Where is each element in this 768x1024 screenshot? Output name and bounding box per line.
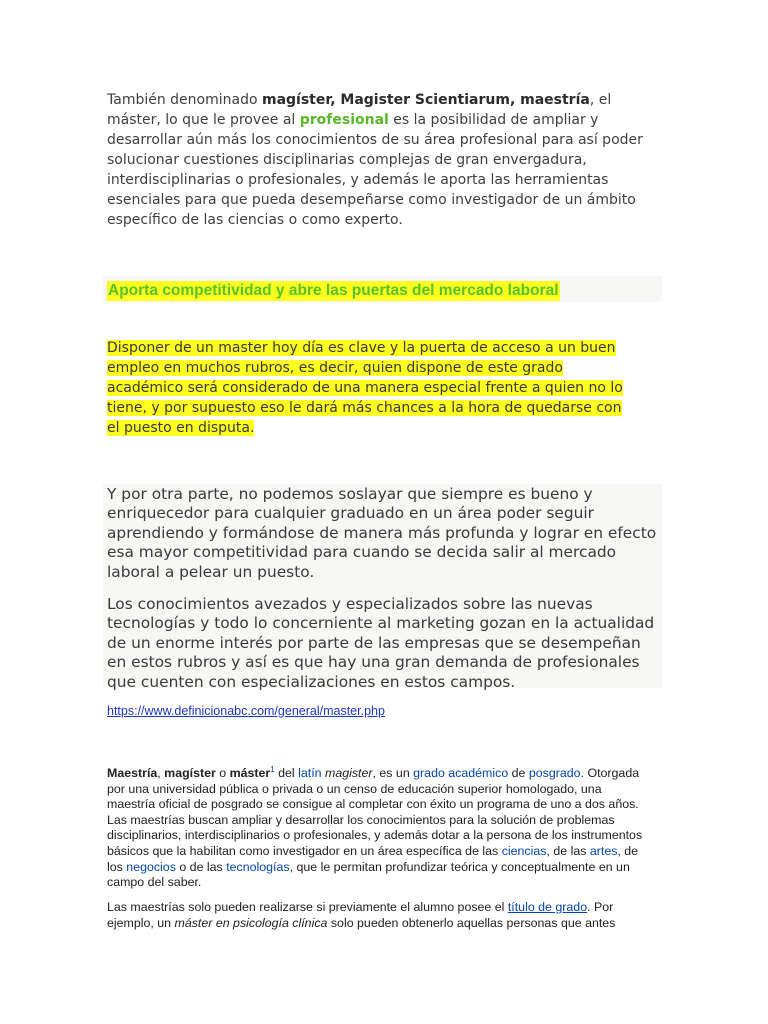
wiki-text: , bbox=[157, 766, 165, 780]
wiki-paragraph-1 bbox=[107, 766, 652, 891]
wiki-text: , de las bbox=[546, 843, 590, 858]
wiki-text: de bbox=[508, 766, 529, 780]
link-artes[interactable]: artes bbox=[589, 843, 618, 858]
intro-bold-terms: magíster, Magister Scientiarum, maestría bbox=[261, 92, 590, 108]
link-negocios[interactable]: negocios bbox=[126, 859, 176, 874]
term-maestria: Maestría bbox=[107, 766, 158, 780]
wiki-text: , que le permitan profundizar teórica y conceptualmente en un campo del saber. bbox=[107, 859, 630, 890]
wiki-text: , de los bbox=[107, 843, 639, 874]
italic-master-psicologia: máster en psicología clínica bbox=[174, 915, 328, 930]
intro-paragraph bbox=[107, 90, 647, 230]
source-link[interactable]: https://www.definicionabc.com/general/master.php bbox=[107, 704, 385, 718]
footnote-ref[interactable]: 1 bbox=[270, 765, 275, 774]
paragraph-4: Los conocimientos avezados y especializados sobre las nuevas tecnologías y todo lo concerniente al marketing gozan en la actualidad de un enorme interés por parte de las empresas que se desempeñan en estos rubros y así es que hay una gran demanda de profesionales que cuenten con especializaciones en estos campos. bbox=[107, 595, 655, 691]
wiki-paragraph-2 bbox=[107, 900, 652, 931]
link-latin[interactable]: latín bbox=[298, 766, 322, 780]
link-grado-academico[interactable]: grado académico bbox=[413, 766, 509, 780]
term-master: máster bbox=[229, 766, 271, 780]
intro-text-3: es la posibilidad de ampliar y desarrollar aún más los conocimientos de su área profesional para así poder solucionar cuestiones disciplinarias complejas de gran envergadura, interdisciplinarias o profesionales, y además le aporta las herramientas esenciales para que pueda desempeñarse como investigador de un ámbito específico de las ciencias o como experto. bbox=[107, 112, 643, 228]
wiki-text: solo pueden obtenerlo aquellas personas que antes bbox=[327, 915, 616, 930]
link-titulo-de-grado[interactable]: título de grado bbox=[507, 900, 588, 914]
wiki-text: del bbox=[274, 766, 299, 780]
wiki-text: , es un bbox=[372, 766, 414, 780]
intro-text-1: También denominado bbox=[107, 92, 262, 108]
intro-green-word: profesional bbox=[299, 112, 389, 128]
wiki-text: . Por ejemplo, un bbox=[107, 900, 614, 930]
link-ciencias[interactable]: ciencias bbox=[501, 843, 547, 858]
paragraph-3: Y por otra parte, no podemos soslayar que siempre es bueno y enriquecedor para cualquier graduado en un área poder seguir aprendiendo y formándose de manera más profunda y lograr en efecto esa mayor competitividad para cuando se decida salir al mercado laboral a pelear un puesto. bbox=[107, 485, 657, 581]
wiki-text: o de las bbox=[175, 859, 227, 874]
wiki-text: Las maestrías solo pueden realizarse si previamente el alumno posee el bbox=[107, 900, 508, 914]
highlighted-text: Disponer de un master hoy día es clave y la puerta de acceso a un buen empleo en muchos rubros, es decir, quien dispone de este grado académico será considerado de una manera especial frente a quien no lo tiene, y por supuesto eso le dará más chances a la hora de quedarse con el puesto en disputa. bbox=[107, 340, 623, 436]
highlighted-paragraph bbox=[107, 338, 637, 438]
link-posgrado[interactable]: posgrado bbox=[528, 766, 581, 780]
wiki-text: o bbox=[215, 766, 230, 780]
section-heading: Aporta competitividad y abre las puertas del mercado laboral bbox=[108, 282, 559, 299]
wiki-text: . Otorgada por una universidad pública o privada o un censo de educación superior homologado, una maestría oficial de posgrado se consigue al completar con éxito un programa de uno a dos años. Las maestrías buscan ampliar y desarrollar los conocimientos para la solución de problemas disciplinarios, interdisciplinarios o profesionales, y además dotar a la persona de los instrumentos básicos que la habilitan como investigador en un área específica de las bbox=[107, 766, 643, 858]
italic-magister: magister bbox=[325, 766, 373, 780]
term-magister: magíster bbox=[164, 766, 216, 780]
link-tecnologias[interactable]: tecnologías bbox=[226, 859, 290, 874]
intro-text-2: , el máster, lo que le provee al bbox=[107, 92, 612, 128]
